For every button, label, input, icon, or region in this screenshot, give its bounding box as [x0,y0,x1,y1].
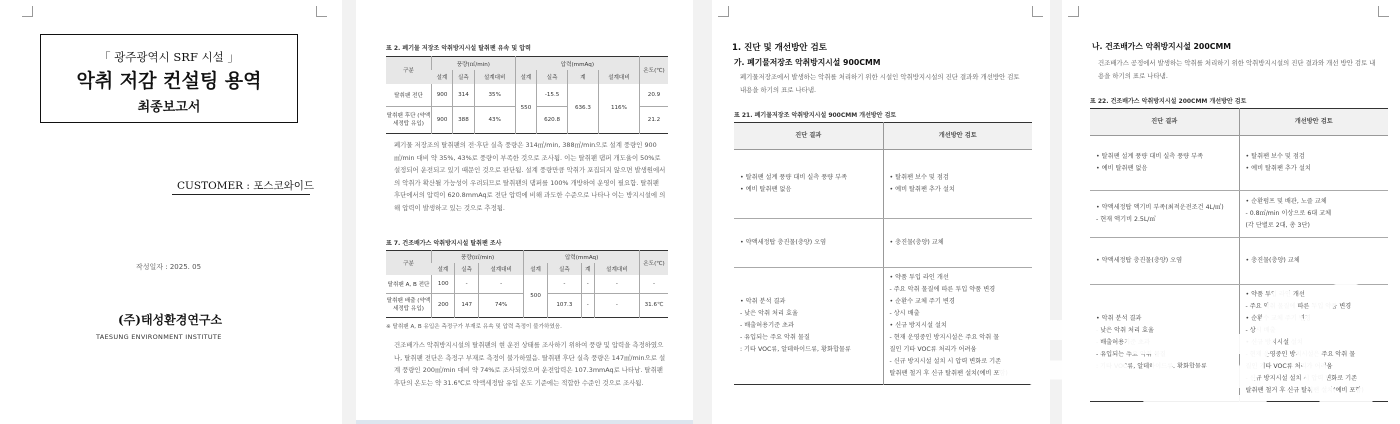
section-heading: 1. 진단 및 개선방안 검토 [732,43,827,53]
bullet-line: - 상시 배출 [1245,327,1276,334]
table-row [1090,191,1388,238]
table-cell: - [455,275,479,293]
cover-page [0,0,342,424]
bullet-line: - 배출허용기준 초과 [1096,339,1150,346]
bullet-line: - 0.8㎥/min 이상으로 6대 교체 [1245,210,1332,217]
table1-caption: 표 2. 폐기물 저장조 악취방지시설 탈취팬 유속 및 압력 [386,45,531,52]
table-caption: 표 22. 건조배가스 악취방지시설 200CMM 개선방안 검토 [1090,98,1247,105]
bullet-line: • 충진물(충양) 교체 [889,239,944,246]
table2-sub-ratio: 설계대비 [479,263,524,275]
intro-paragraph: 폐기물저장조에서 발생하는 악취를 처리하기 위한 시설인 악취방지시설의 진단 결과와 개선방안 검토 내용을 하기의 표로 나타냄. [740,73,1020,94]
paragraph-1: 폐기물 저장조의 탈취팬의 전·후단 실측 풍량은 314㎥/min, 388㎥/min으로 설계 풍량인 900㎥/min 대비 약 35%, 43%로 풍량이 부족한 것으로 조사됨. 이는 탈취팬 댐퍼 개도율이 50%로 설정되어 운전되고 있기 때문인 것으로 판단됨. 설계 풍량만큼 악취가 포집되지 않으면 발생원에서의 악취가 확산될 가능성이 우려되므로 탈취팬의 댐퍼를 100% 개방하여 운영이 필요함. 탈취팬 후단에서의 압력이 620.8mmAq로 전단 압력에 비해 과도한 수준으로 나타나 이는 방지시설에 의해 압력이 발생하고 있는 것으로 추정됨. [394,141,666,212]
bullet-line: (각 단별로 2대, 총 3단) [1245,222,1310,229]
bullet-line: : 기타 VOC류, 알데하이드류, 황화합물류 [740,346,851,353]
improvement-cell [883,150,1032,219]
bullet-line: • 순환펌프 및 배관, 노즐 교체 [1245,198,1327,205]
bullet-line: - 주요 악취 물질에 따른 투입 약품 변경 [1245,303,1352,310]
table2-sub-total: 계 [581,263,594,275]
table1-sub-ratio: 설계대비 [474,70,515,84]
diagnosis-cell [734,268,883,385]
fan-measurement-table-1 [386,56,668,134]
improvement-cell [883,219,1032,268]
bullet-line: • 약품 투입 라인 개선 [889,274,949,281]
news1-logo [1000,268,1395,418]
bullet-line: 탈취팬 철거 후 신규 탈취팬 설치(예비 포함) [1245,387,1364,394]
bullet-line: • 예비 탈취팬 추가 설치 [889,186,955,193]
table-cell: 147 [455,293,479,317]
table-cell: 31.6℃ [640,293,669,317]
table1-header-pressure: 압력(mmAq) [515,57,639,71]
cover-title-line2: 악취 저감 컨설팅 용역 [76,70,262,92]
table1-sub-total: 계 [568,70,599,84]
table1-sub-design2: 설계 [515,70,536,84]
bullet-line: • 탈취팬 설계 풍량 대비 실측 풍량 부족 [1096,153,1204,160]
table-cell: 900 [432,84,453,107]
cover-title-line3: 최종보고서 [137,100,201,115]
bullet-line: • 예비 탈취팬 추가 설치 [1245,165,1311,172]
bullet-line: - 상시 배출 [889,310,920,317]
table1-sub-measured: 실측 [453,70,474,84]
bullet-line: • 예비 탈취팬 없음 [1096,165,1148,172]
cover-date: 작성일자 : 2025. 05 [136,263,202,271]
diagnosis-cell [1090,191,1239,238]
table-cell: 116% [598,84,639,134]
bullet-line: • 예비 탈취팬 없음 [740,186,792,193]
table-row [386,275,668,293]
bullet-line: - 낮은 악취 처리 효율 [1096,327,1154,334]
customer-underline [172,194,310,195]
table-cell: 탈취팬 전단 [394,92,423,99]
table-cell: 314 [453,84,474,107]
fan-measurement-table-2 [386,250,668,318]
diagnosis-cell [1090,136,1239,191]
paragraph-2: 건조배가스 악취방지시설의 탈취팬의 현 운전 상태를 조사하기 위하여 풍량 및 압력을 측정하였으나, 탈취팬 전단은 측정구 부재로 측정이 불가하였음. 탈취팬 후단 실측 풍량은 147㎥/min으로 설계 풍량인 200㎥/min 대비 약 74%로 조사되었으며 운전압력은 107.3mmAq로 나타남. 탈취팬 후단의 온도는 약 31.6℃로 약액세정탑 유입 온도 기준에는 적합한 수준인 것으로 조사됨. [394,341,666,387]
col-improvement: 개선방안 검토 [1239,109,1388,136]
diagnosis-cell [734,150,883,219]
subsection-heading: 가. 폐기물저장조 악취방지시설 900CMM [734,58,881,67]
table-cell: 100 [432,275,455,293]
bullet-line: • 순환수 교체 주기 변경 [889,298,955,305]
table-row [734,268,1032,385]
crop-mark [1032,6,1043,17]
table-cell: 620.8 [537,106,568,133]
table-cell: - [581,275,594,293]
table2-sub-ratio2: 설계대비 [594,263,639,275]
crop-mark [22,6,33,17]
bullet-line: - 낮은 악취 처리 효율 [740,310,798,317]
col-improvement: 개선방안 검토 [883,123,1032,150]
bullet-line: - 배출허용기준 초과 [740,322,794,329]
crop-mark [1068,6,1079,17]
table-row [734,219,1032,268]
bullet-line: - 현재 운영중인 방지시설은 주요 악취 물 [889,334,1000,341]
cover-customer: CUSTOMER : 포스코와이드 [177,180,315,192]
bullet-line: 탈취팬 철거 후 신규 탈취팬 설치(예비 포함) [889,370,1008,377]
table-row [734,150,1032,219]
table-cell: 43% [474,106,515,133]
review-table-900cmm [734,122,1032,385]
improvement-cell [1239,136,1388,191]
table-row [1090,136,1388,191]
table-cell: 388 [453,106,474,133]
table-cell: - [594,293,639,317]
bullet-line: 질인 기타 VOC류 처리가 어려움 [1245,363,1333,370]
bullet-line: • 신규 방지시설 설치 [889,322,947,329]
table-caption: 표 21. 폐기물저장조 악취방지시설 900CMM 개선방안 검토 [734,112,897,119]
bullet-line: • 탈취팬 설계 풍량 대비 실측 풍량 부족 [740,174,848,181]
bullet-line: - 신규 방지시설 설치 시 압력 변화로 기존 [889,358,1002,365]
col-diagnosis: 진단 결과 [1090,109,1239,136]
table2-sub-design: 설계 [432,263,455,275]
table2-header-flow: 풍량(㎥/min) [432,251,524,263]
bullet-line: - 현재 운영중인 방지시설은 주요 악취 물 [1245,351,1356,358]
table2-note: ※ 탈취팬 A, B 유입은 측정구가 부재로 유속 및 압력 측정이 불가하였음. [386,324,562,330]
measurement-page [356,0,693,424]
bullet-line: • 탈취팬 보수 및 점검 [889,174,949,181]
table-cell: 탈취팬 배출 (약액세정탑 유입) [386,298,431,313]
page-bottom-edge [356,420,693,424]
table2-header-category: 구분 [386,251,432,275]
cover-company: (주)태성환경연구소 [118,313,223,327]
table1-header-flow: 풍량(㎥/min) [432,57,516,71]
subsection-heading: 나. 건조배가스 악취방지시설 200CMM [1092,42,1232,51]
bullet-line: 질인 기타 VOC류 처리가 어려움 [889,346,977,353]
table2-caption: 표 7. 건조배가스 악취방지시설 탈취팬 조사 [386,240,502,247]
bullet-line: • 악취 분석 결과 [1096,315,1142,322]
table-cell: - [581,293,594,317]
table-cell: 탈취팬 A, B 전단 [387,281,430,288]
table2-sub-design2: 설계 [524,263,548,275]
col-diagnosis: 진단 결과 [734,123,883,150]
table-cell: - [479,275,524,293]
improvement-cell [1239,191,1388,238]
table1-sub-ratio2: 설계대비 [598,70,639,84]
bullet-line: • 신규 방지시설 설치 [1245,339,1303,346]
table-row [386,84,668,107]
bullet-line: : 기타 VOC류, 알데하이드류, 황화합물류 [1096,363,1207,370]
bullet-line: • 악취 분석 결과 [740,298,786,305]
table2-header-pressure: 압력(mmAq) [524,251,640,263]
table-cell: 550 [515,84,536,134]
table-cell: 500 [524,275,548,318]
crop-mark [316,6,327,17]
bullet-line: • 약액세정탑 액기비 부족(최적운전조건 4L/㎥) [1096,204,1224,211]
table-cell: -15.5 [537,84,568,107]
bullet-line: • 탈취팬 보수 및 점검 [1245,153,1305,160]
table-cell: 900 [432,106,453,133]
bullet-line: • 약품 투입 라인 개선 [1245,291,1305,298]
cover-title-line1: 「 광주광역시 SRF 시설 」 [99,50,239,64]
table-cell: 20.9 [640,84,669,107]
table1-sub-design: 설계 [432,70,453,84]
table-cell: 35% [474,84,515,107]
table-cell: 107.3 [547,293,581,317]
table-cell: 탈취팬 후단 (약액세정탑 유입) [386,112,431,127]
table2-sub-measured2: 실측 [547,263,581,275]
table-cell: 74% [479,293,524,317]
cover-company-en: TAESUNG ENVIRONMENT INSTITUTE [96,333,222,341]
table-cell: 636.3 [568,84,599,134]
bullet-line: • 약액세정탑 충진물(충양) 오염 [740,239,827,246]
intro-paragraph: 건조배가스 공정에서 발생하는 악취를 처리하기 위한 악취방지시설의 진단 결과와 개선 방안 검토 내용을 하기의 표로 나타냄. [1098,59,1376,80]
table-cell: - [594,275,639,293]
table-cell: 200 [432,293,455,317]
bullet-line: - 신규 방지시설 설치 시 압력 변화로 기존 [1245,375,1358,382]
crop-mark [1378,6,1389,17]
bullet-line: - 주요 악취 물질에 따른 투입 약품 변경 [889,286,996,293]
table2-header-temp: 온도(℃) [640,251,669,275]
table1-header-temp: 온도(℃) [640,57,669,84]
table2-sub-measured: 실측 [455,263,479,275]
table1-header-category: 구분 [386,57,432,84]
bullet-line: - 현재 액기비 2.5L/㎥ [1096,216,1156,223]
bullet-line: • 순환수 교체 주기 변경 [1245,315,1311,322]
bullet-line: - 유입되는 주요 악취 물질 [740,334,810,341]
table-cell: - [640,275,669,293]
table-cell: 21.2 [640,106,669,133]
table1-sub-measured2: 실측 [537,70,568,84]
crop-mark [718,6,729,17]
diagnosis-cell [734,219,883,268]
bullet-line: • 약액세정탑 충진물(충양) 오염 [1096,257,1183,264]
table-cell: - [547,275,581,293]
bullet-line: • 충진물(충양) 교체 [1245,257,1300,264]
bullet-line: - 유입되는 주요 악취 물질 [1096,351,1166,358]
